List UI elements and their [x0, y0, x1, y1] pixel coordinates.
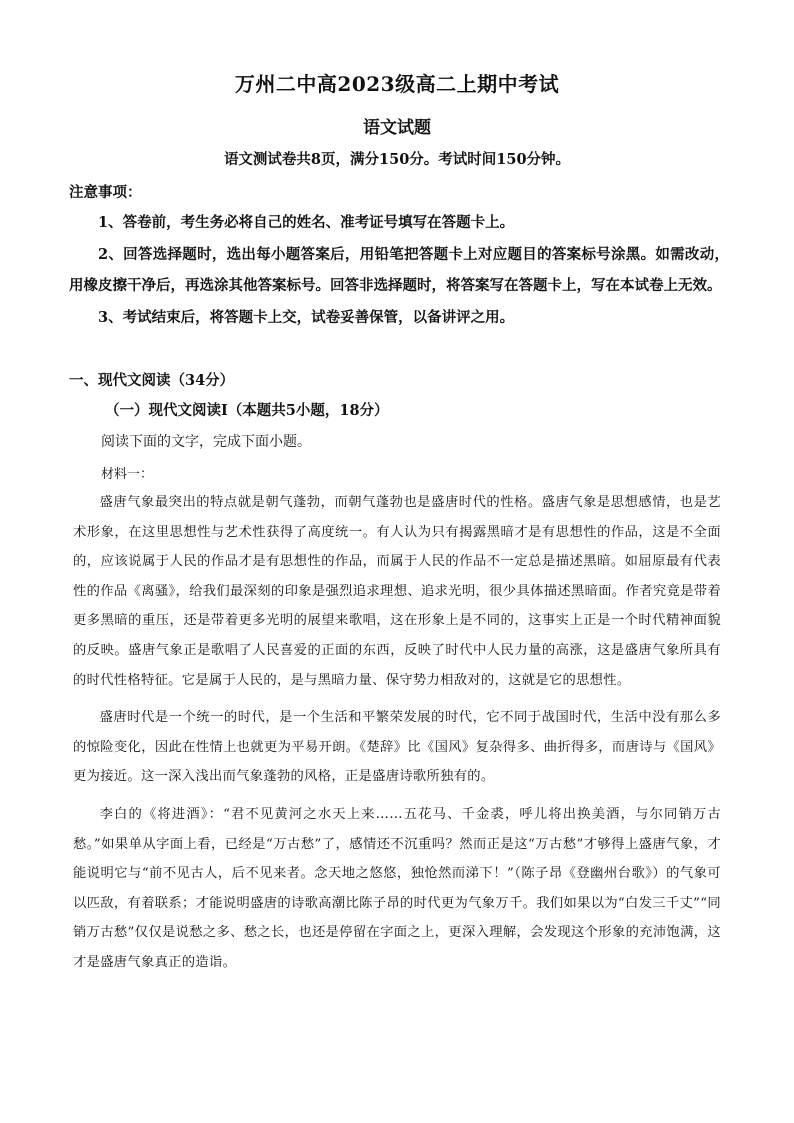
exam-info: 语文测试卷共8页，满分150分。考试时间150分钟。 — [223, 151, 571, 168]
passage-paragraph: 盛唐时代是一个统一的时代，是一个生活和平繁荣发展的时代，它不同于战国时代，生活中没有那么多的惊险变化，因此在性情上也就更为平易开朗。《楚辞》比《国风》复杂得多、曲折得多，而唐诗与《国风》更为接近。这一深入浅出而气象蓬勃的风格，正是盛唐诗歌所独有的。 — [73, 710, 721, 785]
passage-paragraph: 盛唐气象最突出的特点就是朝气蓬勃，而朝气蓬勃也是盛唐时代的性格。盛唐气象是思想感情，也是艺术形象，在这里思想性与艺术性获得了高度统一。有人认为只有揭露黑暗才是有思想性的作品，这是不全面的，应该说属于人民的作品才是有思想性的作品，而属于人民的作品不一定总是描述黑暗。如屈原最有代表性的作品《离骚》，给我们最深刻的印象是强烈追求理想、追求光明，很少具体描述黑暗面。作者究竟是带着更多黑暗的重压，还是带着更多光明的展望来歌唱，这在形象上是不同的，这事实上正是一个时代精神面貌的反映。盛唐气象正是歌唱了人民喜爱的正面的东西，反映了时代中人民力量的高涨，这是盛唐气象所具有的时代性格特征。它是属于人民的，是与黑暗力量、保守势力相敌对的，这就是它的思想性。 — [73, 495, 721, 688]
section-title: 一、现代文阅读（34分） — [69, 372, 235, 389]
reading-instruction: 阅读下面的文字，完成下面小题。 — [101, 434, 311, 450]
notice-item: 1、答卷前，考生务必将自己的姓名、准考证号填写在答题卡上。 — [98, 214, 515, 231]
reading-passage — [73, 488, 721, 986]
notice-list — [69, 207, 729, 333]
notice-item: 2、回答选择题时，选出每小题答案后，用铅笔把答题卡上对应题目的答案标号涂黑。如需改动，用橡皮擦干净后，再选涂其他答案标号。回答非选择题时，将答案写在答题卡上，写在本试卷上无效。 — [69, 245, 729, 294]
notice-item: 3、考试结束后，将答题卡上交，试卷妥善保管，以备讲评之用。 — [98, 308, 515, 326]
exam-title: 万州二中高2023级高二上期中考试 — [234, 72, 560, 96]
exam-subtitle: 语文试题 — [363, 118, 431, 138]
sub-section-title: （一）现代文阅读Ⅰ（本题共5小题，18分） — [105, 402, 389, 419]
material-label: 材料一： — [101, 467, 154, 482]
notice-heading: 注意事项： — [69, 184, 142, 201]
passage-paragraph: 李白的《将进酒》：“君不见黄河之水天上来……五花马、千金裘，呼儿将出换美酒，与尔同销万古愁。”如果单从字面上看，已经是“万古愁”了，感情还不沉重吗？然而正是这“万古愁”才够得上盛唐气象，才能说明它与“前不见古人，后不见来者。念天地之悠悠，独怆然而涕下！”（陈子昂《登幽州台歌》）的气象可以匹敌，有着联系；才能说明盛唐的诗歌高潮比陈子昂的时代更为气象万千。我们如果以为“白发三千丈”“同销万古愁”仅仅是说愁之多、愁之长，也还是停留在字面之上，更深入理解，会发现这个形象的充沛饱满，这才是盛唐气象真正的造诣。 — [73, 806, 721, 970]
